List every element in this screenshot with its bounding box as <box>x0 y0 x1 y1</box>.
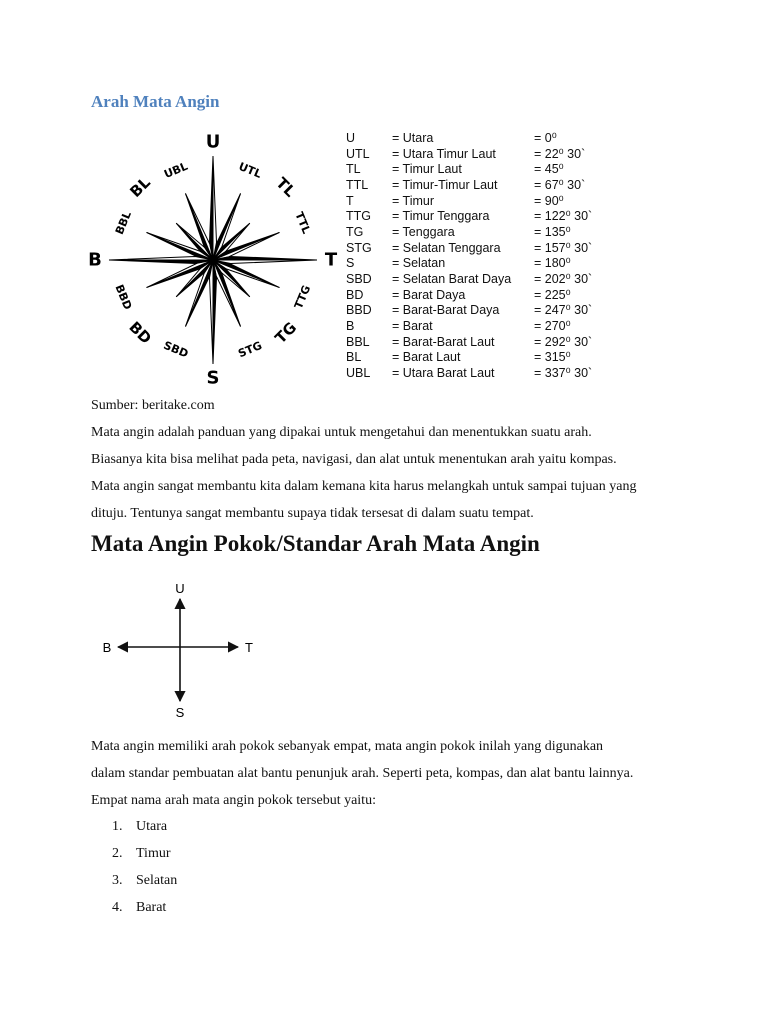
cardinal-list <box>112 818 177 926</box>
compass-label: BBD <box>112 282 135 312</box>
compass-label: T <box>324 249 338 271</box>
direction-row <box>346 225 604 241</box>
paragraph-line: Mata angin memiliki arah pokok sebanyak empat, mata angin pokok inilah yang digunakan <box>91 739 604 754</box>
direction-name: = Barat Laut <box>392 350 461 365</box>
direction-name: = Utara <box>392 131 434 145</box>
compass-label: UBL <box>162 159 190 182</box>
compass-label: B <box>88 249 102 271</box>
list-number: 4. <box>112 900 123 915</box>
direction-row <box>346 272 604 288</box>
direction-degree: = 225⁰ <box>534 287 571 302</box>
direction-abbr: T <box>346 193 354 208</box>
direction-degree: = 122⁰ 30` <box>534 209 593 224</box>
direction-abbr: STG <box>346 240 372 255</box>
direction-name: = Utara Barat Laut <box>392 365 495 380</box>
direction-abbr: B <box>346 318 355 333</box>
direction-degree: = 157⁰ 30` <box>534 240 593 255</box>
compass-label: TTG <box>291 283 314 311</box>
paragraph-line: dalam standar pembuatan alat bantu penunjuk arah. Seperti peta, kompas, dan alat bantu lainnya. <box>91 766 634 781</box>
direction-row <box>346 194 604 210</box>
page-title: Arah Mata Angin <box>91 92 220 111</box>
direction-degree: = 292⁰ 30` <box>534 334 593 349</box>
direction-name: = Timur <box>392 193 435 208</box>
paragraph-line: dituju. Tentunya sangat membantu supaya tidak tersesat di dalam suatu tempat. <box>91 506 534 521</box>
compass-label: TL <box>272 173 300 201</box>
direction-name: = Selatan <box>392 256 446 271</box>
direction-name: = Barat-Barat Laut <box>392 334 495 349</box>
compass-label: STG <box>236 338 264 361</box>
east-label: T <box>245 640 253 655</box>
compass-label: S <box>206 367 220 389</box>
direction-abbr: U <box>346 131 356 145</box>
direction-degree: = 67⁰ 30` <box>534 177 586 192</box>
direction-name: = Tenggara <box>392 224 455 239</box>
direction-degree: = 337⁰ 30` <box>534 365 593 380</box>
direction-abbr: TTG <box>346 209 371 224</box>
list-item <box>112 818 177 845</box>
cardinal-directions-diagram <box>96 575 266 725</box>
direction-degree: = 45⁰ <box>534 162 564 177</box>
direction-abbr: BD <box>346 287 364 302</box>
direction-row <box>346 178 604 194</box>
paragraph-line: Mata angin adalah panduan yang dipakai untuk mengetahui dan menentukkan suatu arah. <box>91 425 592 440</box>
compass-label: BL <box>126 173 154 201</box>
direction-degree: = 247⁰ 30` <box>534 303 593 318</box>
direction-row <box>346 350 604 366</box>
direction-abbr: UTL <box>346 146 370 161</box>
direction-row <box>346 162 604 178</box>
direction-abbr: BBD <box>346 303 372 318</box>
direction-degree: = 180⁰ <box>534 256 571 271</box>
paragraph-line: Empat nama arah mata angin pokok tersebut yaitu: <box>91 793 376 808</box>
direction-row <box>346 366 604 382</box>
list-number: 2. <box>112 846 123 861</box>
direction-row <box>346 256 604 272</box>
direction-name: = Timur-Timur Laut <box>392 177 498 192</box>
direction-name: = Timur Tenggara <box>392 209 490 224</box>
list-text: Timur <box>136 846 171 861</box>
direction-name: = Timur Laut <box>392 162 462 177</box>
direction-abbr: TG <box>346 224 364 239</box>
direction-row <box>346 319 604 335</box>
list-item <box>112 872 177 899</box>
compass-label: BBL <box>112 209 134 237</box>
compass-label: BD <box>125 317 156 348</box>
direction-name: = Barat <box>392 318 433 333</box>
direction-row <box>346 209 604 225</box>
direction-degree: = 90⁰ <box>534 193 564 208</box>
direction-row <box>346 147 604 163</box>
list-text: Selatan <box>136 873 178 888</box>
direction-abbr: TTL <box>346 177 369 192</box>
section-heading: Mata Angin Pokok/Standar Arah Mata Angin <box>91 531 540 556</box>
direction-name: = Barat Daya <box>392 287 466 302</box>
direction-abbr: BL <box>346 350 362 365</box>
direction-degree: = 135⁰ <box>534 224 571 239</box>
direction-abbr: SBD <box>346 271 372 286</box>
west-label: B <box>102 640 112 655</box>
south-label: S <box>175 705 185 720</box>
source-caption: Sumber: beritake.com <box>91 398 215 413</box>
paragraph-line: Mata angin sangat membantu kita dalam kemana kita harus melangkah untuk sampai tujuan yang <box>91 479 637 494</box>
direction-row <box>346 303 604 319</box>
direction-abbr: BBL <box>346 334 370 349</box>
direction-degree: = 315⁰ <box>534 350 571 365</box>
compass-label: SBD <box>161 338 191 361</box>
paragraph-line: Biasanya kita bisa melihat pada peta, navigasi, dan alat untuk menentukan arah yaitu kompas. <box>91 452 617 467</box>
direction-table <box>346 131 604 382</box>
direction-abbr: TL <box>346 162 361 177</box>
direction-name: = Utara Timur Laut <box>392 146 496 161</box>
direction-degree: = 270⁰ <box>534 318 571 333</box>
direction-abbr: UBL <box>346 365 371 380</box>
list-text: Utara <box>136 819 168 834</box>
direction-degree: = 0⁰ <box>534 131 557 145</box>
compass-label: TTL <box>292 210 313 236</box>
direction-degree: = 202⁰ 30` <box>534 271 593 286</box>
list-number: 3. <box>112 873 123 888</box>
direction-name: = Selatan Tenggara <box>392 240 501 255</box>
compass-label: U <box>205 131 221 153</box>
direction-abbr: S <box>346 256 355 271</box>
compass-label: TG <box>271 318 301 348</box>
list-item <box>112 845 177 872</box>
compass-rose-image <box>88 126 338 389</box>
direction-row <box>346 288 604 304</box>
north-label: U <box>175 581 185 596</box>
direction-name: = Selatan Barat Daya <box>392 271 512 286</box>
direction-name: = Barat-Barat Daya <box>392 303 500 318</box>
compass-label: UTL <box>236 159 264 181</box>
list-item <box>112 899 177 926</box>
direction-row <box>346 131 604 147</box>
list-number: 1. <box>112 819 123 834</box>
direction-degree: = 22⁰ 30` <box>534 146 586 161</box>
direction-row <box>346 335 604 351</box>
list-text: Barat <box>136 900 167 915</box>
direction-row <box>346 241 604 257</box>
